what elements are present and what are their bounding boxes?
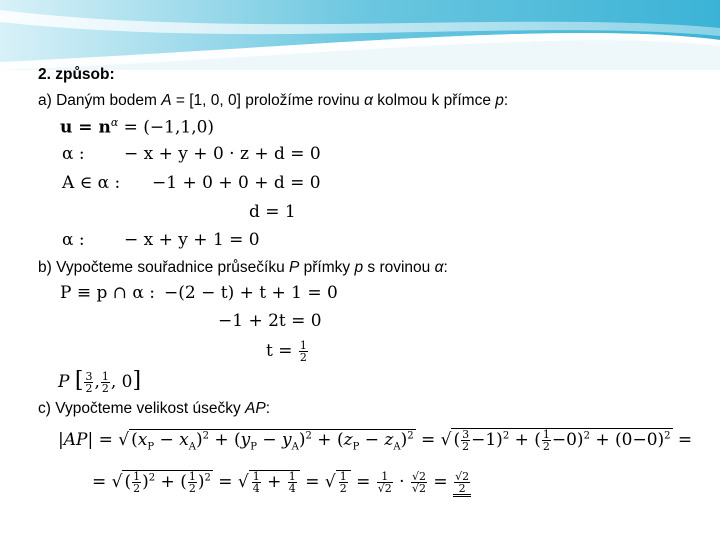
eq-b1-lhs: P ≡ p ∩ α : bbox=[60, 283, 156, 303]
eq-b2-rhs: −1 + 2t = 0 bbox=[218, 311, 322, 331]
step-b-mid2: s rovinou bbox=[363, 259, 435, 276]
step-a-prefix: a) Daným bodem bbox=[38, 92, 162, 109]
heading: 2. způsob: bbox=[38, 66, 115, 83]
step-a-line: p bbox=[495, 92, 504, 109]
step-a-suffix: kolmou k přímce bbox=[372, 92, 496, 109]
step-c-prefix: c) Vypočteme velikost úsečky bbox=[38, 400, 246, 417]
step-b-point: P bbox=[289, 259, 300, 276]
eq-a3-lhs: A ∈ α : bbox=[62, 173, 121, 193]
eq-b1-rhs: −(2 − t) + t + 1 = 0 bbox=[164, 283, 338, 303]
eq-a3-rhs: −1 + 0 + 0 + d = 0 bbox=[152, 173, 321, 193]
eq-a5-rhs: − x + y + 1 = 0 bbox=[124, 230, 260, 250]
eq-a4-rhs: d = 1 bbox=[249, 202, 296, 222]
eq-a2-lhs: α : bbox=[62, 144, 85, 164]
step-a-end: : bbox=[503, 92, 509, 109]
eq-b3: t = $\frac{1}{2}$ bbox=[266, 339, 307, 364]
eq-b4: P [ $\frac{3}{2}$ , $\frac{1}{2}$ , 0] bbox=[58, 368, 142, 395]
eq-a1-lhs: u = n bbox=[60, 117, 111, 138]
eq-a1: $u = n^\alpha = (-1,1,0)$ bbox=[60, 116, 215, 138]
step-c-end: : bbox=[265, 400, 271, 417]
step-b-plane: α bbox=[434, 259, 444, 276]
step-b-mid: přímky bbox=[299, 259, 355, 276]
step-a-text bbox=[38, 92, 508, 110]
step-a-point: A bbox=[161, 92, 172, 109]
step-a-coords: = [1, 0, 0] proložíme rovinu bbox=[171, 92, 365, 109]
step-a-plane: α bbox=[364, 92, 373, 109]
step-b-prefix: b) Vypočteme souřadnice průsečíku bbox=[38, 259, 289, 276]
step-b-text bbox=[38, 259, 448, 277]
eq-c2: = √ ( $\frac{1}{2}$ )$^2$ + ( $\frac{1}{2}$ )$^2$ = √ $\frac{1}{4}$ + $\frac{1}{4}$ = √ $\frac{1}{2}$ = $\frac{1}{√2}$ · $\frac{√2}{√2}$ = $\frac{√2}{2}$ bbox=[92, 470, 470, 495]
step-b-end: : bbox=[443, 259, 448, 276]
eq-a5-lhs: α : bbox=[62, 230, 85, 250]
eq-a1-rhs: = (−1,1,0) bbox=[123, 117, 215, 138]
eq-b4-point: P bbox=[58, 372, 70, 392]
eq-a2-rhs: − x + y + 0 · z + d = 0 bbox=[124, 144, 321, 164]
step-b-line: p bbox=[354, 259, 364, 276]
step-c-segment: AP bbox=[245, 400, 266, 417]
eq-b3-rhs: t = bbox=[266, 341, 293, 361]
step-c-text bbox=[38, 400, 270, 418]
eq-c1: |AP| = √ $(x_P - x_A)^2 + (y_P - y_A)^2 + (z_P - z_A)^2$ = √ ( $\frac{3}{2}$ −1)$^2$ + ( $\frac{1}{2}$ $-0)^2 + (0-0)^2$ = bbox=[58, 428, 693, 453]
